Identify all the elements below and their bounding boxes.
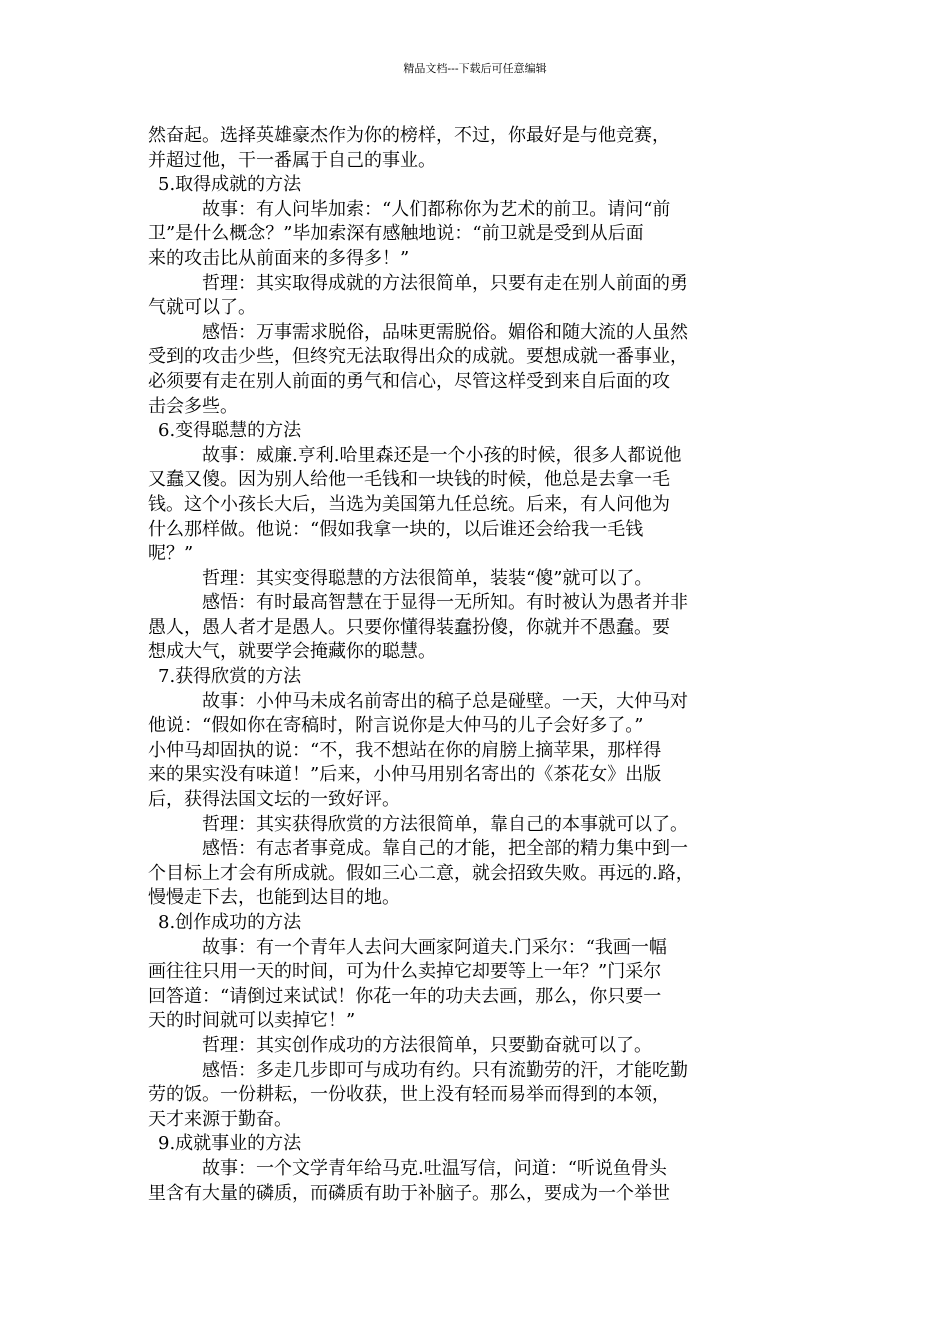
paragraph-line: 故事：一个文学青年给马克.吐温写信，问道：“听说鱼骨头 <box>202 1157 667 1179</box>
page-header: 精品文档---下载后可任意编辑 <box>403 62 547 75</box>
paragraph-line: 回答道：“请倒过来试试！你花一年的功夫去画，那么，你只要一 <box>148 985 662 1007</box>
paragraph-line: 哲理：其实取得成就的方法很简单，只要有走在别人前面的勇 <box>202 272 688 294</box>
document-body <box>148 124 808 1206</box>
paragraph-line: 感悟：有时最高智慧在于显得一无所知。有时被认为愚者并非 <box>202 592 688 614</box>
paragraph-line: 感悟：有志者事竟成。靠自己的才能，把全部的精力集中到一 <box>202 838 688 860</box>
paragraph-line: 来的果实没有味道！”后来，小仲马用别名寄出的《茶花女》出版 <box>148 764 662 786</box>
paragraph-line: 哲理：其实获得欣赏的方法很简单，靠自己的本事就可以了。 <box>202 813 688 835</box>
section-heading: 8.创作成功的方法 <box>158 912 302 933</box>
paragraph-line: 来的攻击比从前面来的多得多！” <box>148 247 410 269</box>
paragraph-line: 必须要有走在别人前面的勇气和信心，尽管这样受到来自后面的攻 <box>148 370 670 392</box>
paragraph-line: 哲理：其实创作成功的方法很简单，只要勤奋就可以了。 <box>202 1034 652 1056</box>
paragraph-line: 慢慢走下去，也能到达目的地。 <box>148 887 400 909</box>
paragraph-line: 里含有大量的磷质，而磷质有助于补脑子。那么，要成为一个举世 <box>148 1182 670 1204</box>
section-heading: 9.成就事业的方法 <box>158 1133 302 1155</box>
paragraph-line: 故事：有一个青年人去问大画家阿道夫.门采尔：“我画一幅 <box>202 936 667 958</box>
paragraph-line: 劳的饭。一份耕耘，一份收获，世上没有轻而易举而得到的本领， <box>148 1084 670 1106</box>
paragraph-line: 感悟：万事需求脱俗，品味更需脱俗。媚俗和随大流的人虽然 <box>202 321 688 343</box>
paragraph-line: 后，获得法国文坛的一致好评。 <box>148 789 400 811</box>
paragraph-line: 卫”是什么概念？”毕加索深有感触地说：“前卫就是受到从后面 <box>148 223 644 245</box>
section-heading: 5.取得成就的方法 <box>158 174 302 196</box>
section-heading: 7.获得欣赏的方法 <box>158 666 302 688</box>
paragraph-line: 哲理：其实变得聪慧的方法很简单，装装“傻”就可以了。 <box>202 567 653 589</box>
paragraph-line: 受到的攻击少些，但终究无法取得出众的成就。要想成就一番事业， <box>148 346 688 368</box>
paragraph-line: 气就可以了。 <box>148 297 256 319</box>
paragraph-line: 天才来源于勤奋。 <box>148 1108 292 1130</box>
paragraph-line: 故事：小仲马未成名前寄出的稿子总是碰壁。一天，大仲马对 <box>202 690 688 712</box>
paragraph-line: 故事：威廉.亨利.哈里森还是一个小孩的时候，很多人都说他 <box>202 444 682 466</box>
paragraph-line: 钱。这个小孩长大后，当选为美国第九任总统。后来，有人问他为 <box>148 493 670 515</box>
paragraph-line: 愚人，愚人者才是愚人。只要你懂得装蠢扮傻，你就并不愚蠢。要 <box>148 616 670 638</box>
paragraph-line: 感悟：多走几步即可与成功有约。只有流勤劳的汗，才能吃勤 <box>202 1059 688 1081</box>
paragraph-line: 呢？” <box>148 543 194 565</box>
paragraph-line: 什么那样做。他说：“假如我拿一块的，以后谁还会给我一毛钱 <box>148 518 644 540</box>
paragraph-line: 击会多些。 <box>148 395 238 417</box>
section-heading: 6.变得聪慧的方法 <box>158 420 302 442</box>
paragraph-line: 他说：“假如你在寄稿时，附言说你是大仲马的儿子会好多了。” <box>148 715 644 737</box>
paragraph-line: 想成大气，就要学会掩藏你的聪慧。 <box>148 641 436 663</box>
paragraph-line: 又蠢又傻。因为别人给他一毛钱和一块钱的时候，他总是去拿一毛 <box>148 469 670 491</box>
paragraph-line: 并超过他，干一番属于自己的事业。 <box>148 149 436 171</box>
paragraph-line: 天的时间就可以卖掉它！” <box>148 1010 356 1032</box>
paragraph-line: 然奋起。选择英雄豪杰作为你的榜样，不过，你最好是与他竞赛， <box>148 125 670 146</box>
paragraph-line: 小仲马却固执的说：“不，我不想站在你的肩膀上摘苹果，那样得 <box>148 739 662 761</box>
paragraph-line: 画往往只用一天的时间，可为什么卖掉它却要等上一年？”门采尔 <box>148 961 662 983</box>
paragraph-line: 个目标上才会有所成就。假如三心二意，就会招致失败。再远的.路， <box>148 862 694 884</box>
paragraph-line: 故事：有人问毕加索：“人们都称你为艺术的前卫。请问“前 <box>202 198 671 220</box>
